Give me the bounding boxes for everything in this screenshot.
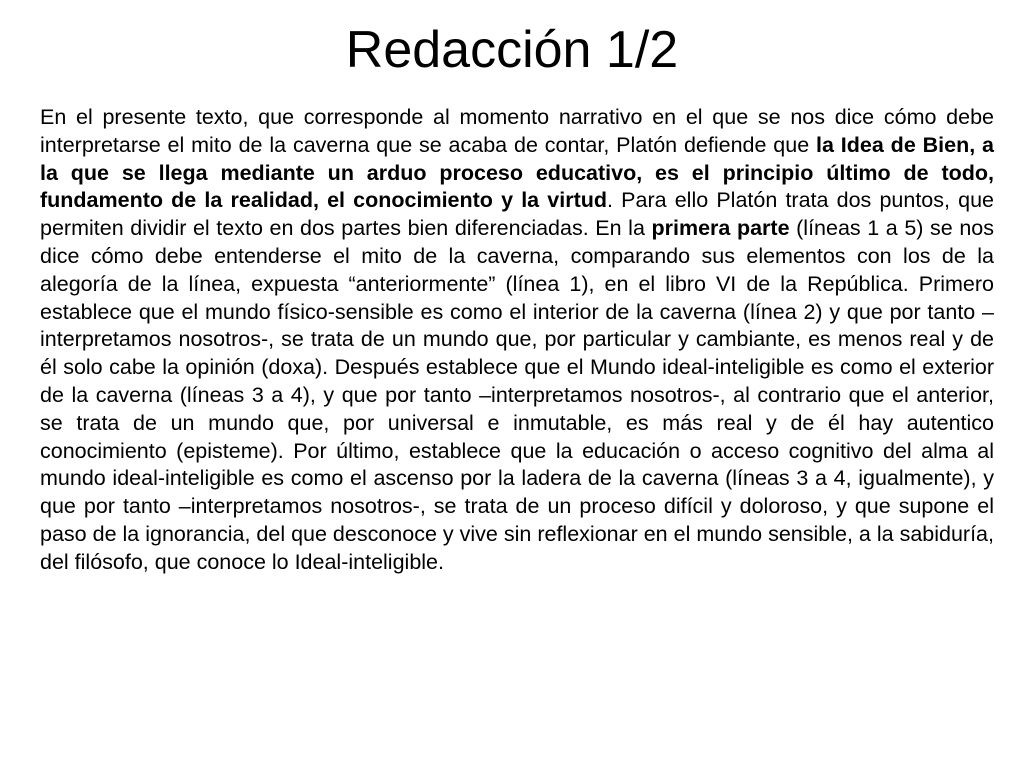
slide-title: Redacción 1/2 <box>345 21 679 79</box>
body-text-segment: En el presente texto, que corresponde al momento narrativo en el que se nos dice cómo debe interpretarse el mito de la caverna que se acaba de contar, Platón defiende que <box>40 105 994 157</box>
body-text-segment: (líneas 1 a 5) se nos dice cómo debe entenderse el mito de la caverna, comparando sus elementos con los de la alegoría de la línea, expuesta “anteriormente” (línea 1), en el libro VI de la República. Primero establece que el mundo físico-sensible es como el interior de la caverna (línea 2) y que por tanto –interpretamos nosotros-, se trata de un mundo que, por particular y cambiante, es menos real y de él solo cabe la opinión (doxa). Después establece que el Mundo ideal-inteligible es como el exterior de la caverna (líneas 3 a 4), y que por tanto –interpretamos nosotros-, al contrario que el anterior, se trata de un mundo que, por universal e inmutable, es más real y de él hay autentico conocimiento (episteme). Por último, establece que la educación o acceso cognitivo del alma al mundo ideal-inteligible es como el ascenso por la ladera de la caverna (líneas 3 a 4, igualmente), y que por tanto –interpretamos nosotros-, se trata de un proceso difícil y doloroso, y que supone el paso de la ignorancia, del que desconoce y vive sin reflexionar en el mundo sensible, a la sabiduría, del filósofo, que conoce lo Ideal-inteligible. <box>40 216 995 574</box>
body-bold-segment: primera parte <box>651 216 790 241</box>
body-bold-segment: la Idea de Bien, a la que se llega mediante un arduo proceso educativo, es el principio último de todo, fundamento de la realidad, el conocimiento y la virtud <box>40 132 994 213</box>
body-text-segment: . Para ello Platón trata dos puntos, que permiten dividir el texto en dos partes bien diferenciadas. En la <box>40 188 994 241</box>
slide-body-paragraph <box>40 104 994 577</box>
